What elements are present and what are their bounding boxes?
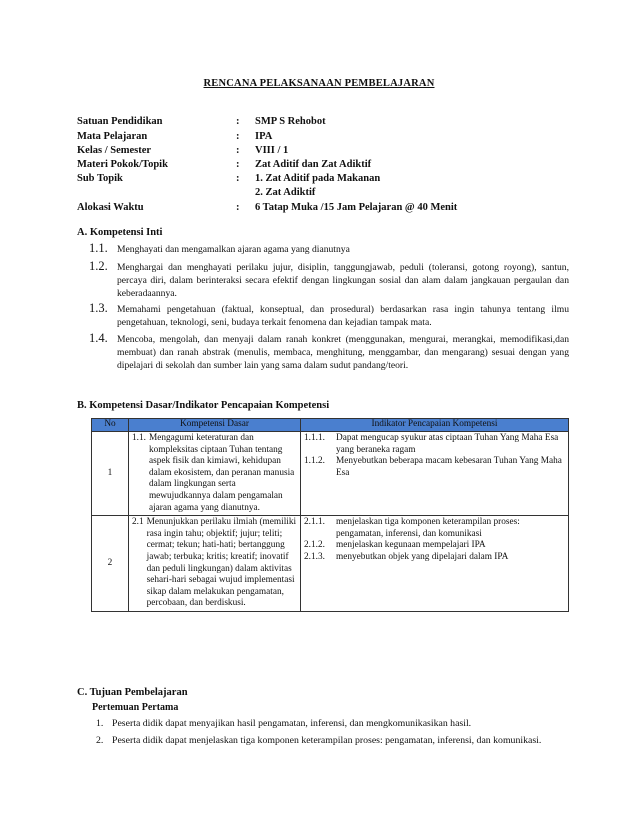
indicator-cell xyxy=(301,432,569,516)
ki-number: 1.2. xyxy=(89,259,108,273)
section-a-heading: A. Kompetensi Inti xyxy=(77,227,163,238)
kd-table xyxy=(91,418,569,612)
ki-number: 1.1. xyxy=(89,241,108,255)
identity-colon: : xyxy=(236,202,240,213)
identity-label: Mata Pelajaran xyxy=(77,131,148,142)
indicator-text: Menyebutkan beberapa macam kebesaran Tuhan Yang Maha Esa xyxy=(336,456,562,478)
identity-value: IPA xyxy=(255,131,273,142)
identity-label: Sub Topik xyxy=(77,173,123,184)
identity-label: Kelas / Semester xyxy=(77,145,152,156)
identity-value: SMP S Rehobot xyxy=(255,116,326,127)
indicator-item xyxy=(304,540,565,552)
header-no: No xyxy=(92,419,129,432)
row-number: 1 xyxy=(92,432,129,516)
ki-item xyxy=(89,303,569,329)
kd-number: 2.1 xyxy=(132,517,144,528)
identity-value: 1. Zat Aditif pada Makanan xyxy=(255,173,381,184)
section-c-heading: C. Tujuan Pembelajaran xyxy=(77,687,188,698)
ki-item xyxy=(89,243,569,256)
pertemuan-heading: Pertemuan Pertama xyxy=(92,702,179,713)
indicator-number: 2.1.1. xyxy=(304,517,325,528)
identity-colon: : xyxy=(236,173,240,184)
kd-cell xyxy=(129,432,301,516)
identity-value: 6 Tatap Muka /15 Jam Pelajaran @ 40 Menit xyxy=(255,202,458,213)
section-b-heading: B. Kompetensi Dasar/Indikator Pencapaian Kompetensi xyxy=(77,400,330,411)
identity-value: VIII / 1 xyxy=(255,145,289,156)
indicator-item xyxy=(304,552,565,564)
kd-cell xyxy=(129,516,301,612)
document-title: RENCANA PELAKSANAAN PEMBELAJARAN xyxy=(203,78,435,89)
tujuan-number: 2. xyxy=(96,735,104,746)
indicator-number: 1.1.1. xyxy=(304,433,325,443)
tujuan-item xyxy=(96,717,566,731)
indicator-text: Dapat mengucap syukur atas ciptaan Tuhan Yang Maha Esa yang beraneka ragam xyxy=(336,433,559,455)
ki-number: 1.3. xyxy=(89,301,108,315)
tujuan-text: Peserta didik dapat menyajikan hasil pengamatan, inferensi, dan mengkomunikasikan hasil. xyxy=(112,718,472,729)
ki-item xyxy=(89,261,569,300)
identity-label: Alokasi Waktu xyxy=(77,202,144,213)
kd-number: 1.1. xyxy=(132,433,146,443)
indicator-item xyxy=(304,456,565,479)
identity-colon: : xyxy=(236,116,240,127)
table-row xyxy=(92,432,569,516)
indicator-number: 2.1.3. xyxy=(304,551,325,562)
ki-text: Menghayati dan mengamalkan ajaran agama yang dianutnya xyxy=(117,244,350,255)
ki-text: Mencoba, mengolah, dan menyaji dalam ranah konkret (menggunakan, mengurai, merangkai, memodifikasi,dan membuat) dan ranah abstrak (menulis, membaca, menghitung, menggambar, dan mengarang) sesuai dengan yang dipelajari di sekolah dan sumber lain yang sama dalam sudut pandang/teori. xyxy=(117,334,569,371)
indicator-text: menyebutkan objek yang dipelajari dalam IPA xyxy=(336,551,509,562)
row-number: 2 xyxy=(92,516,129,612)
indicator-text: menjelaskan kegunaan mempelajari IPA xyxy=(336,540,486,551)
identity-colon: : xyxy=(236,145,240,156)
header-kompetensi-dasar: Kompetensi Dasar xyxy=(129,419,301,432)
identity-label: Satuan Pendidikan xyxy=(77,116,163,127)
header-indikator: Indikator Pencapaian Kompetensi xyxy=(301,419,569,432)
kd-text: Mengagumi keteraturan dan kompleksitas ciptaan Tuhan tentang aspek fisik dan kimiawi, kehidupan dalam ekosistem, dan peranan manusia dalam lingkungan serta mewujudkannya dalam pengamalan ajaran agama yang dianutnya. xyxy=(148,433,295,513)
identity-colon: : xyxy=(236,159,240,170)
identity-colon: : xyxy=(236,131,240,142)
ki-text: Memahami pengetahuan (faktual, konseptual, dan prosedural) berdasarkan rasa ingin tahunya tentang ilmu pengetahuan, teknologi, seni, budaya terkait fenomena dan kejadian tampak mata. xyxy=(117,304,569,328)
kd-text: Menunjukkan perilaku ilmiah (memiliki rasa ingin tahu; objektif; jujur; teliti; cermat; tekun; hati-hati; bertanggung jawab; terbuka; kritis; kreatif; inovatif dan peduli lingkungan) dalam aktivitas sehari-hari sebagai wujud implementasi sikap dalam melakukan pengamatan, percobaan, dan berdiskusi. xyxy=(146,517,297,609)
table-row xyxy=(92,516,569,612)
tujuan-item xyxy=(96,734,566,748)
identity-value: 2. Zat Adiktif xyxy=(255,187,316,198)
indicator-item xyxy=(304,433,565,456)
indicator-number: 1.1.2. xyxy=(304,456,325,467)
ki-number: 1.4. xyxy=(89,331,108,345)
ki-item xyxy=(89,333,569,372)
ki-text: Menghargai dan menghayati perilaku jujur, disiplin, tanggungjawab, peduli (toleransi, gotong royong), santun, percaya diri, dalam berinteraksi secara efektif dengan lingkungan sosial dan alam dalam jangkauan pergaulan dan keberadaannya. xyxy=(117,262,569,299)
indicator-item xyxy=(304,517,565,540)
table-header-row xyxy=(92,419,569,432)
tujuan-number: 1. xyxy=(96,718,104,729)
tujuan-text: Peserta didik dapat menjelaskan tiga komponen keterampilan proses: pengamatan, inferensi, dan komunikasi. xyxy=(112,735,542,746)
indicator-cell xyxy=(301,516,569,612)
indicator-text: menjelaskan tiga komponen keterampilan proses: pengamatan, inferensi, dan komunikasi xyxy=(336,517,520,539)
identity-value: Zat Aditif dan Zat Adiktif xyxy=(255,159,372,170)
identity-label: Materi Pokok/Topik xyxy=(77,159,168,170)
indicator-number: 2.1.2. xyxy=(304,540,325,551)
